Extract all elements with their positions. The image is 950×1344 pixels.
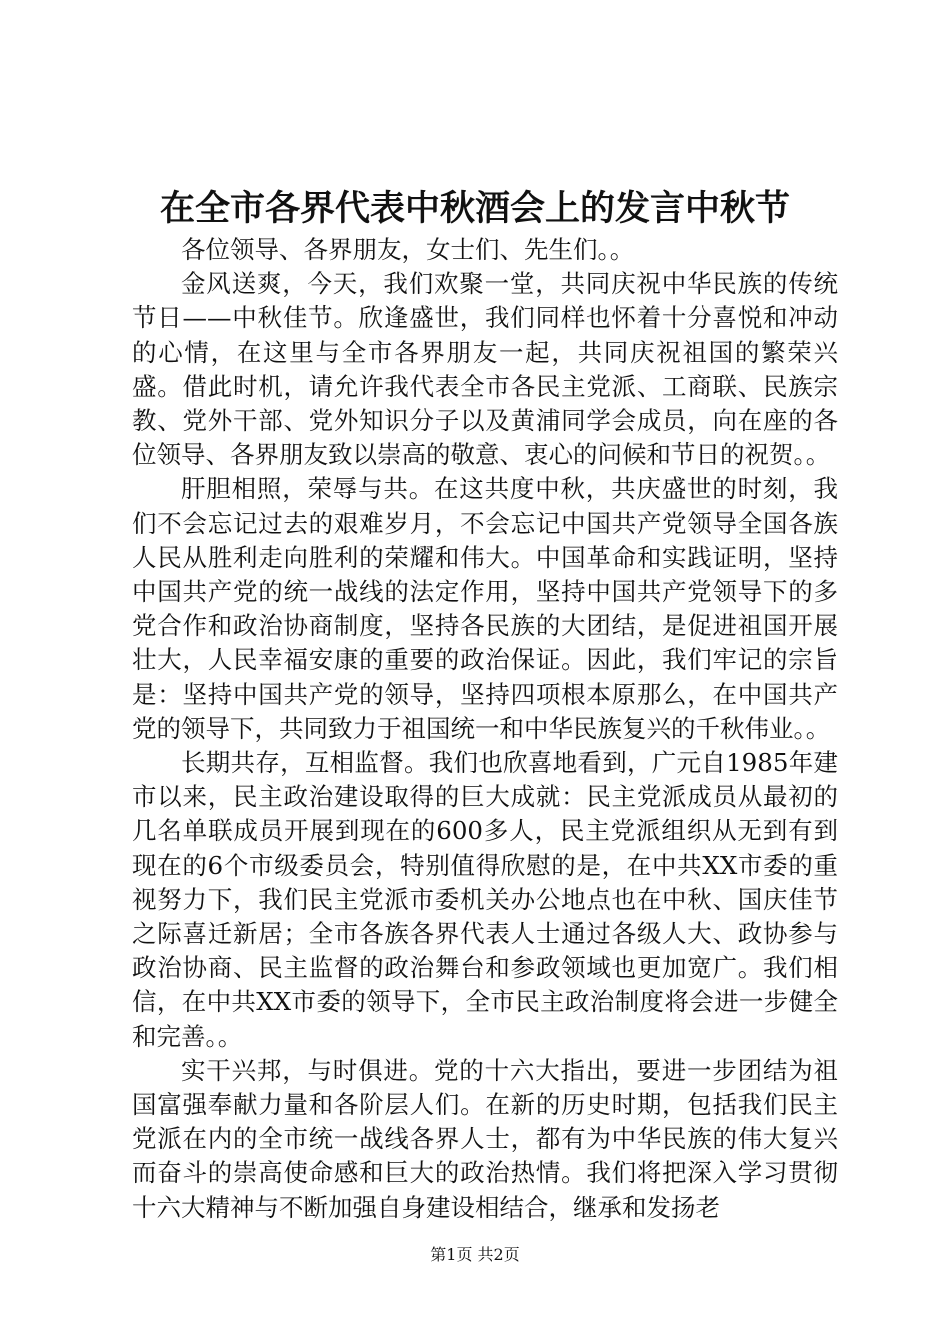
paragraph-solidarity: 肝胆相照，荣辱与共。在这共度中秋，共庆盛世的时刻，我们不会忘记过去的艰难岁月，不会忘记中国共产党领导全国各族人民从胜利走向胜利的荣耀和伟大。中国革命和实践证明，坚持中国共产党的统一战线的法定作用，坚持中国共产党领导下的多党合作和政治协商制度，坚持各民族的大团结，是促进祖国开展壮大，人民幸福安康的重要的政治保证。因此，我们牢记的宗旨是：坚持中国共产党的领导，坚持四项根本原那么，在中国共产党的领导下，共同致力于祖国统一和中华民族复兴的千秋伟业。。 xyxy=(132,474,838,743)
paragraph-progress: 实干兴邦，与时俱进。党的十六大指出，要进一步团结为祖国富强奉献力量和各阶层人们。在新的历史时期，包括我们民主党派在内的全市统一战线各界人士，都有为中华民族的伟大复兴而奋斗的崇高使命感和巨大的政治热情。我们将把深入学习贯彻十六大精神与不断加强自身建设相结合，继承和发扬老 xyxy=(132,1055,838,1222)
document-title: 在全市各界代表中秋酒会上的发言中秋节 xyxy=(159,188,790,229)
paragraph-greeting: 各位领导、各界朋友，女士们、先生们。。 xyxy=(181,235,635,264)
paragraph-coexistence: 长期共存，互相监督。我们也欣喜地看到，广元自1985年建市以来，民主政治建设取得的巨大成就：民主党派成员从最初的几名单联成员开展到现在的600多人，民主党派组织从无到有到现在的6个市级委员会，特别值得欣慰的是，在中共XX市委的重视努力下，我们民主党派市委机关办公地点也在中秋、国庆佳节之际喜迁新居；全市各族各界代表人士通过各级人大、政协参与政治协商、民主监督的政治舞台和参政领域也更加宽广。我们相信，在中共XX市委的领导下，全市民主政治制度将会进一步健全和完善。。 xyxy=(132,748,838,1051)
document-body xyxy=(132,233,838,1225)
page-number-footer: 第1页 共2页 xyxy=(430,1245,520,1264)
paragraph-opening: 金风送爽，今天，我们欢聚一堂，共同庆祝中华民族的传统节日——中秋佳节。欣逢盛世，我们同样也怀着十分喜悦和冲动的心情，在这里与全市各界朋友一起，共同庆祝祖国的繁荣兴盛。借此时机，请允许我代表全市各民主党派、工商联、民族宗教、党外干部、党外知识分子以及黄浦同学会成员，向在座的各位领导、各界朋友致以崇高的敬意、衷心的问候和节日的祝贺。。 xyxy=(132,269,838,470)
